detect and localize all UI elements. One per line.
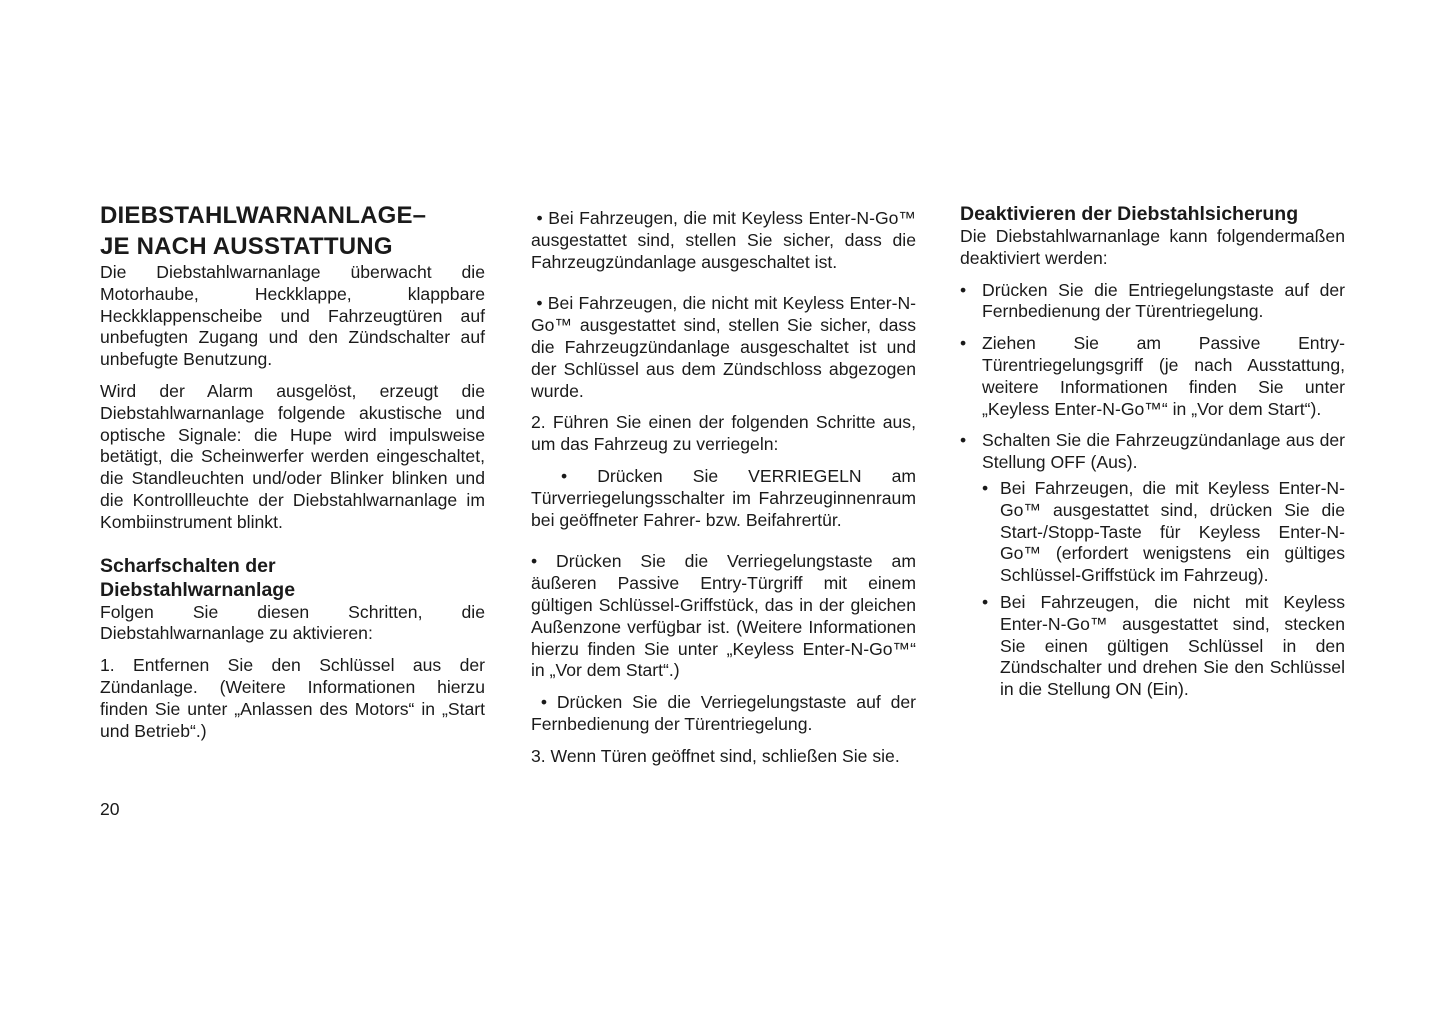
step-2: 2. Führen Sie einen der folgenden Schritte aus, um das Fahrzeug zu verriegeln: xyxy=(531,412,916,455)
sub-list-item xyxy=(982,478,1345,587)
bullet-text: Schalten Sie die Fahrzeugzündanlage aus der Stellung OFF (Aus). xyxy=(982,430,1345,473)
intro-paragraph: Die Diebstahlwarnanlage überwacht die Motorhaube, Heckklappe, klappbare Heckklappenscheibe und Fahrzeugtüren auf unbefugten Zugang und den Zündschalter auf unbefugte Benutzung. xyxy=(100,262,485,370)
bullet-text: Drücken Sie die Entriegelungstaste auf der Fernbedienung der Türentriegelung. xyxy=(982,279,1345,322)
bullet-mark: • xyxy=(982,591,989,612)
list-item xyxy=(531,692,916,736)
list-item xyxy=(531,551,916,682)
sub-list-item xyxy=(982,592,1345,701)
arming-subheading xyxy=(100,554,485,602)
column-middle xyxy=(531,200,916,768)
bullet-text: Bei Fahrzeugen, die nicht mit Keyless Enter-N-Go™ ausgestattet sind, stecken Sie einen gültigen Schlüssel in den Zündschalter und drehen Sie den Schlüssel in die Stellung ON (Ein). xyxy=(1000,591,1345,700)
alarm-paragraph: Wird der Alarm ausgelöst, erzeugt die Diebstahlwarnanlage folgende akustische und optische Signale: die Hupe wird impulsweise betätigt, die Scheinwerfer werden eingeschaltet, die Standleuchten und/oder Blinker blinken und die Kontrollleuchte der Diebstahlwarnanlage im Kombiinstrument blinkt. xyxy=(100,380,485,532)
step-1: 1. Entfernen Sie den Schlüssel aus der Zündanlage. (Weitere Informationen hierzu finden Sie unter „Anlassen des Motors“ in „Start und Betrieb“.) xyxy=(100,655,485,741)
bullet-text: Bei Fahrzeugen, die nicht mit Keyless Enter-N-Go™ ausgestattet sind, stellen Sie sicher, dass die Fahrzeugzündanlage ausgeschaltet ist und der Schlüssel aus dem Zündschloss abgezogen wurde. xyxy=(531,293,917,401)
step-3: 3. Wenn Türen geöffnet sind, schließen Sie sie. xyxy=(531,745,900,766)
list-item xyxy=(960,430,1345,474)
bullet-mark: • xyxy=(982,477,989,498)
bullet-mark: • xyxy=(536,208,543,228)
bullet-mark: • xyxy=(540,692,547,713)
arming-subheading-line2: Diebstahlwarnanlage xyxy=(100,578,296,601)
page-number: 20 xyxy=(100,799,120,819)
disarming-subheading: Deaktivieren der Diebstahlsicherung xyxy=(960,203,1299,225)
bullet-mark: • xyxy=(561,465,568,486)
list-item xyxy=(531,208,916,273)
bullet-mark: • xyxy=(960,430,967,451)
list-item xyxy=(960,333,1345,420)
bullet-text: Drücken Sie die Verriegelungstaste am äußeren Passive Entry-Türgriff mit einem gültigen Schlüssel-Griffstück, das in der gleichen Außenzone verfügbar ist. (Weitere Informationen hierzu finden Sie unter „Keyless Enter-N-Go™“ in „Vor dem Start“.) xyxy=(531,551,917,681)
bullet-text: Ziehen Sie am Passive Entry-Türentriegelungsgriff (je nach Ausstattung, weitere Informationen finden Sie unter „Keyless Enter-N-Go™“ in „Vor dem Start“). xyxy=(982,333,1345,419)
bullet-text: Drücken Sie die Verriegelungstaste auf der Fernbedienung der Türentriegelung. xyxy=(531,692,916,734)
arming-subheading-line1: Scharfschalten der xyxy=(100,554,276,577)
section-title-line2: JE NACH AUSSTATTUNG xyxy=(100,233,393,260)
list-item xyxy=(531,466,916,531)
disarming-intro: Die Diebstahlwarnanlage kann folgendermaßen deaktiviert werden: xyxy=(960,226,1345,268)
section-title xyxy=(100,200,485,262)
bullet-mark: • xyxy=(960,279,967,300)
bullet-text: Bei Fahrzeugen, die mit Keyless Enter-N-Go™ ausgestattet sind, drücken Sie die Start-/Stopp-Taste für Keyless Enter-N-Go™ (erfordert wenigstens ein gültiges Schlüssel-Griffstück im Fahrzeug). xyxy=(1000,477,1345,586)
arming-intro: Folgen Sie diesen Schritten, die Diebstahlwarnanlage zu aktivieren: xyxy=(100,601,485,644)
bullet-text: Drücken Sie VERRIEGELN am Türverriegelungsschalter im Fahrzeuginnenraum bei geöffneter Fahrer- bzw. Beifahrertür. xyxy=(531,465,917,530)
column-left xyxy=(100,200,485,742)
bullet-mark: • xyxy=(960,333,967,354)
column-right xyxy=(960,200,1345,701)
list-item xyxy=(531,293,916,402)
bullet-mark: • xyxy=(531,551,538,572)
section-title-line1: DIEBSTAHLWARNANLAGE– xyxy=(100,202,427,229)
bullet-mark: • xyxy=(536,293,543,314)
bullet-text: Bei Fahrzeugen, die mit Keyless Enter-N-Go™ ausgestattet sind, stellen Sie sicher, dass die Fahrzeugzündanlage ausgeschaltet ist. xyxy=(531,208,917,272)
list-item xyxy=(960,280,1345,324)
